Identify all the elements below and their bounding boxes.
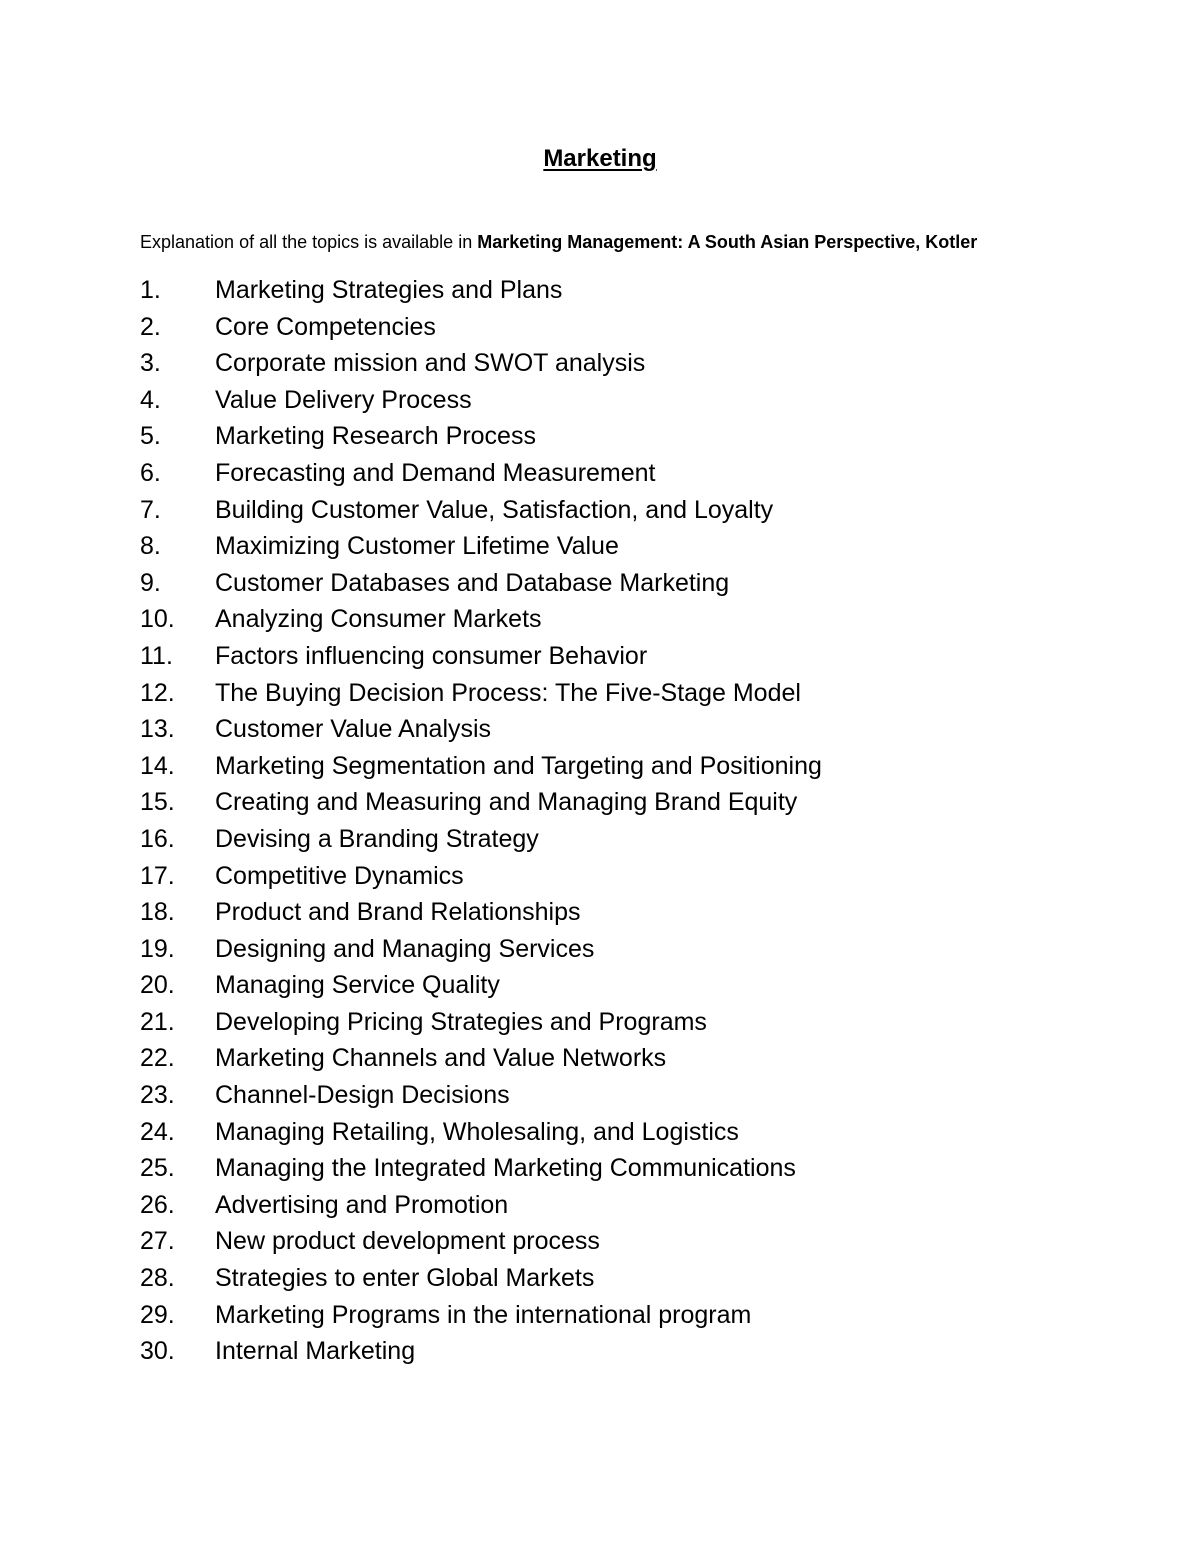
topic-number: 29. (140, 1300, 175, 1329)
topic-text: Product and Brand Relationships (215, 898, 581, 927)
topic-text: New product development process (215, 1227, 600, 1256)
topic-number: 14. (140, 751, 175, 780)
topic-text: Competitive Dynamics (215, 861, 464, 890)
topic-text: The Buying Decision Process: The Five-Stage Model (215, 678, 801, 707)
topic-item (140, 345, 822, 382)
topic-item (140, 1333, 822, 1370)
topic-number: 21. (140, 1007, 175, 1036)
topic-text: Building Customer Value, Satisfaction, and Loyalty (215, 495, 774, 524)
topic-text: Managing Retailing, Wholesaling, and Logistics (215, 1117, 739, 1146)
topic-item (140, 382, 822, 419)
topic-item (140, 1297, 822, 1334)
topic-item (140, 1004, 822, 1041)
topic-number: 13. (140, 715, 175, 744)
topic-text: Core Competencies (215, 312, 436, 341)
topic-number: 4. (140, 385, 161, 414)
topic-number: 28. (140, 1264, 175, 1293)
topic-number: 26. (140, 1190, 175, 1219)
topic-text: Creating and Measuring and Managing Brand Equity (215, 788, 798, 817)
topic-number: 20. (140, 971, 175, 1000)
topic-item (140, 528, 822, 565)
topic-item (140, 675, 822, 712)
topic-number: 10. (140, 605, 175, 634)
topic-item (140, 1187, 822, 1224)
topic-text: Marketing Strategies and Plans (215, 276, 563, 304)
topic-list (140, 272, 822, 1370)
topic-text: Marketing Segmentation and Targeting and Positioning (215, 751, 822, 780)
topic-number: 30. (140, 1337, 175, 1366)
topic-text: Analyzing Consumer Markets (215, 605, 542, 634)
topic-item (140, 1114, 822, 1151)
topic-text: Channel-Design Decisions (215, 1081, 510, 1110)
topic-item (140, 1150, 822, 1187)
intro-text: Explanation of all the topics is available in (140, 232, 478, 252)
topic-text: Designing and Managing Services (215, 934, 595, 963)
topic-text: Factors influencing consumer Behavior (215, 641, 648, 670)
topic-text: Managing Service Quality (215, 971, 500, 1000)
topic-item (140, 565, 822, 602)
topic-text: Marketing Channels and Value Networks (215, 1044, 667, 1073)
topic-number: 25. (140, 1154, 175, 1183)
topic-number: 18. (140, 898, 175, 927)
topic-text: Advertising and Promotion (215, 1190, 509, 1219)
topic-item (140, 1223, 822, 1260)
topic-item (140, 601, 822, 638)
topic-number: 19. (140, 934, 175, 963)
topic-number: 11. (140, 641, 173, 670)
topic-text: Internal Marketing (215, 1337, 416, 1366)
topic-item (140, 492, 822, 529)
topic-number: 27. (140, 1227, 175, 1256)
intro-paragraph (140, 228, 977, 256)
topic-number: 23. (140, 1081, 175, 1110)
topic-item (140, 821, 822, 858)
topic-number: 7. (140, 495, 161, 524)
topic-item (140, 1077, 822, 1114)
topic-number: 15. (140, 788, 175, 817)
topic-text: Forecasting and Demand Measurement (215, 458, 656, 487)
topic-text: Marketing Programs in the international program (215, 1300, 752, 1329)
topic-text: Developing Pricing Strategies and Programs (215, 1007, 707, 1036)
topic-text: Corporate mission and SWOT analysis (215, 349, 646, 378)
topic-number: 17. (140, 861, 175, 890)
topic-item (140, 784, 822, 821)
topic-number: 3. (140, 349, 161, 378)
topic-item (140, 638, 822, 675)
topic-item (140, 309, 822, 346)
topic-text: Customer Databases and Database Marketing (215, 568, 730, 597)
topic-text: Managing the Integrated Marketing Communications (215, 1154, 796, 1183)
topic-text: Value Delivery Process (215, 385, 472, 414)
topic-item (140, 858, 822, 895)
topic-number: 8. (140, 532, 161, 561)
topic-number: 22. (140, 1044, 175, 1073)
topic-item (140, 455, 822, 492)
topic-item (140, 272, 822, 309)
topic-number: 5. (140, 422, 161, 451)
topic-text: Strategies to enter Global Markets (215, 1264, 595, 1293)
topic-text: Devising a Branding Strategy (215, 824, 539, 853)
page-title: Marketing (543, 145, 657, 172)
book-reference: Marketing Management: A South Asian Perspective, Kotler (477, 232, 978, 252)
topic-number: 24. (140, 1117, 175, 1146)
topic-number: 6. (140, 458, 161, 487)
topic-item (140, 1040, 822, 1077)
topic-text: Maximizing Customer Lifetime Value (215, 532, 619, 561)
topic-text: Marketing Research Process (215, 422, 536, 451)
topic-item (140, 711, 822, 748)
topic-item (140, 418, 822, 455)
topic-number: 16. (140, 824, 175, 853)
topic-number: 9. (140, 568, 161, 597)
topic-item (140, 894, 822, 931)
topic-item (140, 931, 822, 968)
topic-text: Customer Value Analysis (215, 715, 492, 744)
topic-number: 12. (140, 678, 175, 707)
topic-number: 1. (140, 276, 161, 304)
topic-item (140, 1260, 822, 1297)
topic-item (140, 748, 822, 785)
topic-item (140, 967, 822, 1004)
topic-number: 2. (140, 312, 161, 341)
